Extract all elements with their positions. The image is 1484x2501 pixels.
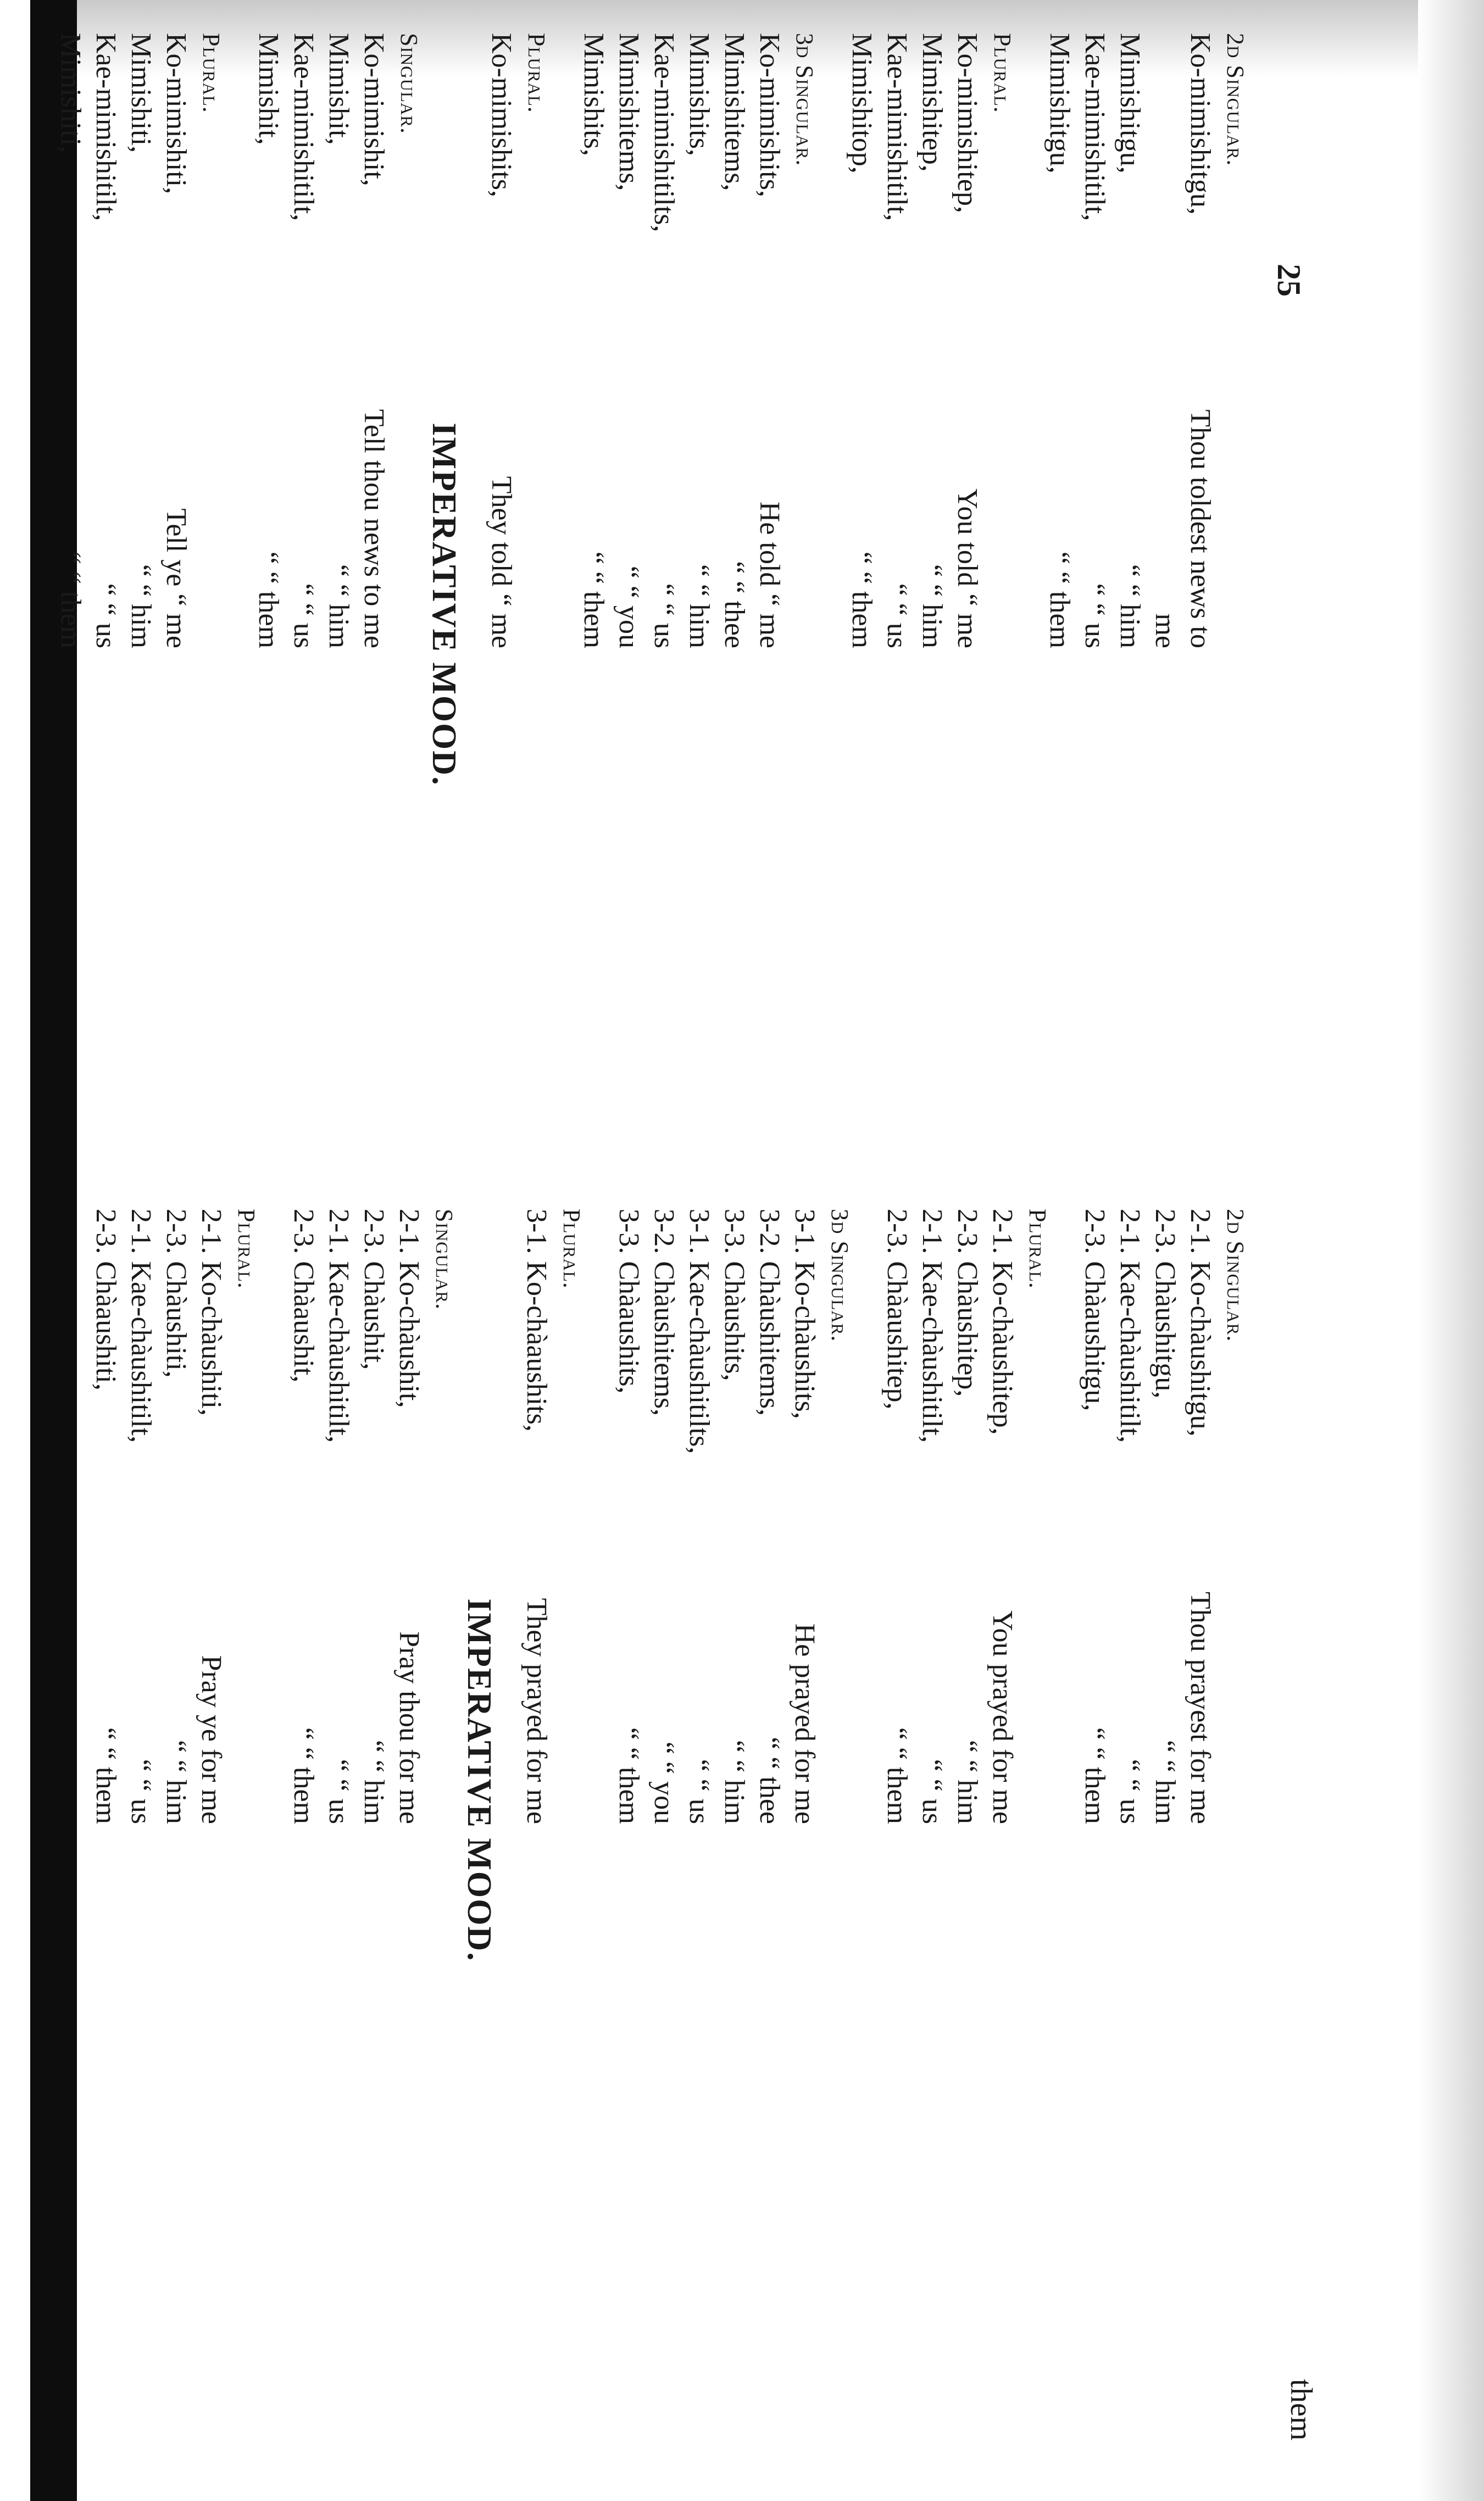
indian-form: Mimishitems, <box>613 33 644 191</box>
table-row <box>519 1209 554 2352</box>
table-row <box>752 1209 787 2352</box>
section-1-left <box>879 1209 1055 2352</box>
indian-form: Mimishit, <box>323 33 354 145</box>
table-row <box>752 33 787 1176</box>
indian-form: 2-1. Kae-chàushitilt, <box>916 1209 948 1443</box>
section-3-right <box>483 33 554 1176</box>
indian-form: 3-3. Chàushits, <box>719 1209 750 1381</box>
table-row <box>1112 33 1147 1176</box>
scan-right-edge <box>1418 0 1484 2501</box>
section-2-heading: 3d Singular. <box>826 1209 853 1342</box>
table-row <box>321 1209 356 2352</box>
english-gloss: “ “ them <box>846 551 877 648</box>
english-gloss: They prayed for me <box>521 1598 552 1824</box>
english-gloss: “ “ us <box>916 1759 948 1824</box>
table-row <box>53 33 88 1176</box>
english-gloss: You told “ me <box>952 488 983 648</box>
table-row <box>879 33 914 1176</box>
indian-form: 2-1. Ko-chàushitgu, <box>1185 1209 1216 1437</box>
indian-form: 3-1. Ko-chàaushits, <box>521 1209 552 1432</box>
table-row <box>251 33 286 1176</box>
table-row <box>879 1209 914 2352</box>
english-gloss: Tell ye “ me <box>160 508 192 648</box>
english-gloss: Pray thou for me <box>393 1631 425 1824</box>
english-gloss: He prayed for me <box>789 1623 820 1824</box>
english-gloss: “ “ them <box>578 551 609 648</box>
english-gloss: Thou toldest news to me <box>1149 409 1216 648</box>
indian-form: 2-3. Chàaushit, <box>288 1209 319 1383</box>
imperative-plural-heading: Plural. <box>198 33 225 113</box>
indian-form: Ko-mimishits, <box>486 33 517 198</box>
table-row <box>391 1209 426 2352</box>
indian-form: Kae-mimishitilt, <box>881 33 913 221</box>
left-column <box>66 1209 1253 2352</box>
table-row <box>1147 33 1218 1176</box>
section-3-heading: Plural. <box>523 33 550 113</box>
english-gloss: “ “ him <box>323 564 354 648</box>
table-row <box>787 1209 822 2352</box>
imperative-plural-right <box>53 33 229 1176</box>
english-gloss: “ “ him <box>719 1739 750 1824</box>
indian-form: 3-1. Kae-chàushitilts, <box>683 1209 715 1454</box>
table-row <box>844 33 879 1176</box>
table-row <box>985 1209 1020 2352</box>
indian-form: 2-3. Chàushitgu, <box>1149 1209 1181 1399</box>
english-gloss: “ “ us <box>288 583 319 648</box>
english-gloss: Tell thou news to me <box>358 409 390 648</box>
english-gloss: You prayed for me <box>987 1610 1018 1824</box>
english-gloss: “ “ us <box>323 1759 354 1824</box>
english-gloss: “ “ him <box>1149 1739 1181 1824</box>
english-gloss: “ “ him <box>125 564 157 648</box>
indian-form: 2-3. Chàushiti, <box>160 1209 192 1378</box>
indian-form: 2-1. Ko-chàushit, <box>393 1209 425 1408</box>
imperative-title-left: IMPERATIVE MOOD. <box>460 1598 498 1962</box>
english-gloss: “ “ us <box>1114 1759 1146 1824</box>
indian-form: Kae-mimishitilt, <box>288 33 319 221</box>
indian-form: 2-1. Ko-chàushitep, <box>987 1209 1018 1435</box>
table-row <box>1077 33 1112 1176</box>
indian-form: 2-1. Kae-chàushitilt, <box>323 1209 354 1443</box>
indian-form: Mimishitgu, <box>1114 33 1146 174</box>
indian-form: Kae-mimishitilt, <box>90 33 121 221</box>
imperative-singular-right <box>251 33 426 1176</box>
table-row <box>576 33 611 1176</box>
english-gloss: “ “ them <box>55 551 86 648</box>
indian-form: Mimishiti, <box>55 33 86 153</box>
indian-form: Mimishitems, <box>719 33 750 191</box>
imperative-singular-left <box>286 1209 462 2352</box>
table-row <box>949 1209 985 2352</box>
table-row <box>483 33 519 1176</box>
table-row <box>646 1209 681 2352</box>
english-gloss: “ “ us <box>125 1759 157 1824</box>
indian-form: Ko-mimishit, <box>358 33 390 186</box>
english-gloss: “ “ us <box>90 583 121 648</box>
english-gloss: “ “ thee <box>719 561 750 648</box>
section-0-right <box>1042 33 1253 1176</box>
table-row <box>356 1209 391 2352</box>
english-gloss: “ “ them <box>90 1727 121 1824</box>
table-row <box>716 1209 752 2352</box>
previous-line-fragment: them <box>1284 2379 1318 2441</box>
table-row <box>914 1209 949 2352</box>
indian-form: 2-3. Chàaushitgu, <box>1079 1209 1110 1411</box>
english-gloss: “ “ them <box>1044 551 1075 648</box>
section-3-left <box>519 1209 589 2352</box>
indian-form: Kae-mimishitilts, <box>648 33 680 232</box>
section-0-heading: 2d Singular. <box>1222 33 1249 166</box>
indian-form: Ko-mimishitgu, <box>1185 33 1216 215</box>
english-gloss: “ “ them <box>253 551 284 648</box>
english-gloss: Pray ye for me <box>196 1655 227 1824</box>
indian-form: Kae-mimishitilt, <box>1079 33 1110 221</box>
table-row <box>1182 1209 1218 2352</box>
indian-form: 2-3. Chàushitep, <box>952 1209 983 1397</box>
english-gloss: “ “ us <box>881 583 913 648</box>
indian-form: Ko-mimishiti, <box>160 33 192 194</box>
table-row <box>286 33 321 1176</box>
section-0-left <box>1077 1209 1253 2352</box>
table-row <box>1112 1209 1147 2352</box>
english-gloss: “ “ them <box>881 1727 913 1824</box>
english-gloss: “ “ you <box>613 565 644 648</box>
english-gloss: “ “ them <box>288 1727 319 1824</box>
indian-form: 2-1. Kae-chàushitilt, <box>125 1209 157 1443</box>
indian-form: Ko-mimishits, <box>754 33 785 198</box>
section-0-heading: 2d Singular. <box>1222 1209 1249 1342</box>
section-2-right <box>576 33 822 1176</box>
table-row <box>1077 1209 1112 2352</box>
table-row <box>681 33 716 1176</box>
table-row <box>356 33 391 1176</box>
english-gloss: “ “ them <box>1079 1727 1110 1824</box>
section-2-left <box>611 1209 857 2352</box>
english-gloss: “ “ him <box>1114 564 1146 648</box>
english-gloss: “ “ him <box>952 1739 983 1824</box>
imperative-plural-left <box>88 1209 264 2352</box>
section-1-heading: Plural. <box>989 33 1016 113</box>
english-gloss: Thou prayest for me <box>1185 1591 1216 1824</box>
right-column <box>31 33 1253 1176</box>
table-row <box>716 33 752 1176</box>
section-1-heading: Plural. <box>1024 1209 1051 1289</box>
indian-form: 3-2. Chàushitems, <box>648 1209 680 1416</box>
table-row <box>158 1209 193 2352</box>
table-row <box>88 33 123 1176</box>
table-row <box>88 1209 123 2352</box>
table-row <box>611 33 646 1176</box>
english-gloss: “ “ him <box>358 1739 390 1824</box>
indian-form: Mimishitep, <box>916 33 948 172</box>
english-gloss: “ “ us <box>648 583 680 648</box>
indian-form: 3-2. Chàushitems, <box>754 1209 785 1416</box>
english-gloss: They told “ me <box>486 476 517 648</box>
section-1-right <box>844 33 1020 1176</box>
table-row <box>611 1209 646 2352</box>
indian-form: Mimishitgu, <box>1044 33 1075 174</box>
imperative-plural-heading: Plural. <box>233 1209 260 1289</box>
table-row <box>646 33 681 1176</box>
indian-form: Mimishiti, <box>125 33 157 153</box>
indian-form: 2-1. Ko-chàushiti, <box>196 1209 227 1416</box>
table-row <box>158 33 193 1176</box>
indian-form: 3-3. Chàaushits, <box>613 1209 644 1394</box>
english-gloss: “ “ him <box>160 1739 192 1824</box>
imperative-singular-heading: Singular. <box>396 33 423 134</box>
indian-form: 2-1. Kae-chàushitilt, <box>1114 1209 1146 1443</box>
english-gloss: “ “ you <box>648 1741 680 1824</box>
section-3-heading: Plural. <box>558 1209 585 1289</box>
english-gloss: “ “ thee <box>754 1737 785 1824</box>
table-row <box>1147 1209 1182 2352</box>
english-gloss: He told “ me <box>754 501 785 648</box>
table-row <box>949 33 985 1176</box>
table-row <box>1042 33 1077 1176</box>
english-gloss: “ “ us <box>1079 583 1110 648</box>
table-row <box>193 1209 229 2352</box>
indian-form: 2-3. Chàushit, <box>358 1209 390 1370</box>
english-gloss: “ “ them <box>613 1727 644 1824</box>
table-row <box>321 33 356 1176</box>
english-gloss: “ “ him <box>916 564 948 648</box>
indian-form: 2-3. Chàaushiti, <box>90 1209 121 1391</box>
table-row <box>681 1209 716 2352</box>
english-gloss: “ “ us <box>683 1759 715 1824</box>
table-row <box>123 1209 158 2352</box>
english-gloss: “ “ him <box>683 564 715 648</box>
section-2-heading: 3d Singular. <box>791 33 818 166</box>
table-row <box>123 33 158 1176</box>
indian-form: Mimishits, <box>578 33 609 156</box>
imperative-singular-heading: Singular. <box>431 1209 458 1310</box>
rotated-page <box>55 0 1330 2501</box>
imperative-title-right: IMPERATIVE MOOD. <box>425 423 463 786</box>
indian-form: Mimishitop, <box>846 33 877 174</box>
page-number: 25 <box>1271 264 1307 297</box>
indian-form: 2-3. Chàaushitep, <box>881 1209 913 1410</box>
indian-form: 3-1. Ko-chàushits, <box>789 1209 820 1419</box>
indian-form: Mimishit, <box>253 33 284 145</box>
indian-form: Ko-mimishitep, <box>952 33 983 213</box>
table-row <box>914 33 949 1176</box>
table-row <box>286 1209 321 2352</box>
indian-form: Mimishits, <box>683 33 715 156</box>
